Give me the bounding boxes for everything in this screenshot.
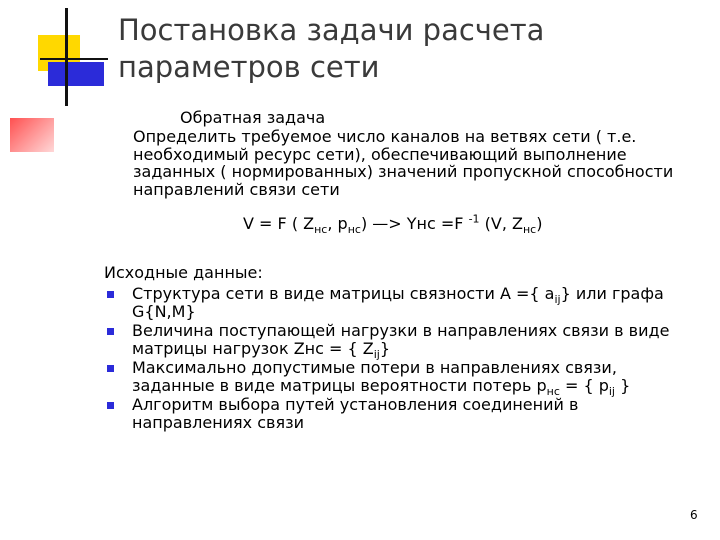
list-item-text: } или графа G{N,M} (132, 284, 664, 321)
list-item-subscript: ij (373, 347, 380, 361)
formula-part: ) (536, 214, 543, 233)
square-bullet-icon (107, 365, 114, 372)
decor-blue-rectangle (48, 62, 104, 86)
formula-subscript: нс (314, 223, 328, 237)
square-bullet-icon (107, 402, 114, 409)
list-item-text: = { p (559, 375, 609, 395)
list-item (104, 285, 700, 320)
decor-red-square (10, 118, 54, 152)
list-item (104, 321, 700, 361)
list-item-text: Структура сети в виде матрицы связности A ={ a (132, 284, 555, 303)
slide-title: Постановка задачи расчета параметров сети (118, 13, 545, 84)
formula-part: V = F ( Z (243, 214, 315, 233)
initial-data-heading: Исходные данные: (104, 263, 263, 282)
list-item-text: Величина поступающей нагрузки в направлениях связи в виде матрицы нагрузок Zнс = { Z (132, 321, 670, 358)
initial-data-list (104, 285, 700, 433)
formula-superscript: -1 (468, 212, 480, 226)
list-item-text: Алгоритм выбора путей установления соединений в направлениях связи (132, 395, 579, 432)
square-bullet-icon (107, 328, 114, 335)
list-item-text: Максимально допустимые потери в направлениях связи, заданные в виде матрицы вероятности потерь p (132, 358, 617, 395)
formula-part: , p (327, 214, 348, 233)
page-number: 6 (690, 508, 698, 522)
list-item-text: } (379, 338, 391, 358)
formula-part: ) —> Yнс =F (360, 214, 469, 233)
decor-horizontal-line (40, 58, 108, 60)
list-item-subscript: ij (554, 293, 561, 307)
list-item-subscript: ij (608, 384, 615, 398)
formula (243, 212, 543, 237)
list-item-text: } (615, 375, 631, 395)
list-item (104, 358, 700, 398)
formula-part: (V, Z (479, 214, 523, 233)
slide-subtitle: Обратная задача (180, 108, 326, 127)
square-bullet-icon (107, 291, 114, 298)
task-definition: Определить требуемое число каналов на ветвях сети ( т.е. необходимый ресурс сети), обеспечивающий выполнение заданных ( нормированных) значений пропускной способности направлений связи сети (133, 127, 674, 199)
formula-subscript: нс (522, 223, 537, 237)
list-item-subscript: нс (546, 384, 560, 398)
list-item (104, 396, 700, 431)
formula-subscript: нс (347, 223, 361, 237)
decor-vertical-line (65, 8, 68, 106)
